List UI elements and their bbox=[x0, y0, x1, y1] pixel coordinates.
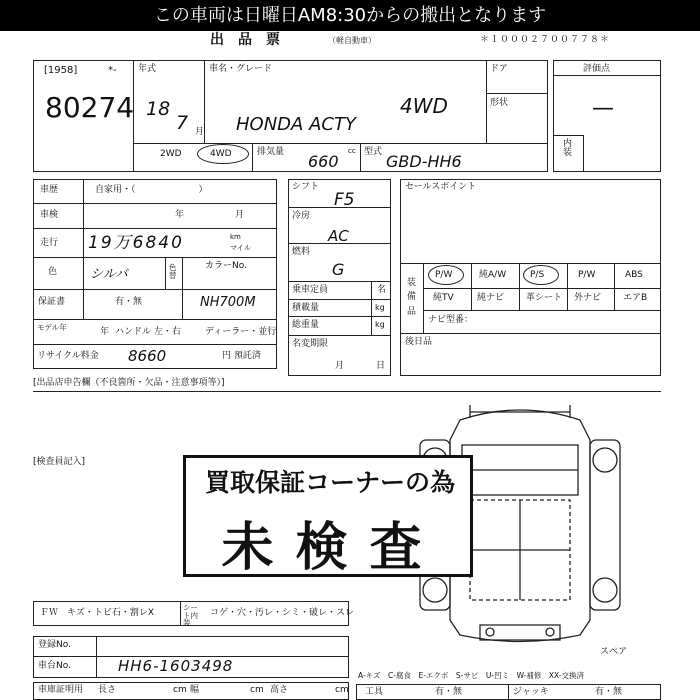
equip-pw-circle bbox=[428, 265, 464, 285]
chassis-value: HH6-1603498 bbox=[118, 657, 234, 675]
aircon-label: 冷房 bbox=[292, 211, 311, 221]
door-label: ドア bbox=[490, 64, 508, 74]
color-code-label: カラーNo. bbox=[205, 261, 247, 271]
sales-point-label: セールスポイント bbox=[405, 182, 477, 192]
barcode-serial: ＊１０００２７００７７８＊ bbox=[480, 35, 611, 45]
displacement-unit: cc bbox=[348, 147, 356, 155]
lot-mark: *- bbox=[108, 65, 117, 76]
fuel-value: G bbox=[332, 260, 345, 279]
tools-options: 有・無 bbox=[435, 687, 463, 697]
fuel-label: 燃料 bbox=[292, 247, 311, 257]
lot-bracket: [1958] bbox=[44, 65, 78, 76]
model-value: GBD-HH6 bbox=[386, 152, 462, 171]
seat-legend-value: コゲ・穴・汚レ・シミ・破レ・スレ bbox=[210, 608, 355, 618]
displacement-label: 排気量 bbox=[257, 147, 285, 157]
cert-cm2: cm bbox=[250, 685, 264, 695]
recycle-unit: 円 預託済 bbox=[222, 351, 261, 361]
after-items-label: 後日品 bbox=[405, 337, 433, 347]
equip-ext-navi: 外ナビ bbox=[574, 293, 602, 303]
warranty-options: 有・無 bbox=[115, 297, 143, 307]
spare-label: スペア bbox=[600, 647, 628, 657]
spec-table-left bbox=[33, 179, 277, 369]
shift-value: F5 bbox=[334, 190, 355, 210]
navi-model-label: ナビ型番： bbox=[428, 315, 474, 325]
color-label: 色 bbox=[48, 267, 58, 277]
load-label: 積載量 bbox=[292, 303, 320, 313]
form-title-sub: （軽自動車） bbox=[328, 36, 376, 45]
history-label: 車歴 bbox=[40, 185, 59, 195]
damage-codes: A-キズ C-腐食 E-エクボ S-サビ U-凹ミ W-補修 XX-交換済 bbox=[358, 671, 584, 680]
stamp-line2: 未検査 bbox=[221, 518, 444, 578]
warranty-label: 保証書 bbox=[38, 297, 66, 307]
mileage-label: 走行 bbox=[40, 238, 59, 248]
drive-2wd: 2WD bbox=[160, 149, 182, 159]
drive-4wd: 4WD bbox=[210, 149, 232, 159]
name-change-month-unit: 月 bbox=[335, 361, 345, 371]
chassis-label: 車台No. bbox=[38, 661, 71, 671]
month-unit: 月 bbox=[195, 127, 205, 137]
cert-cm3: cm bbox=[335, 685, 349, 695]
recycle-label: リサイクル料金 bbox=[37, 351, 99, 361]
equipment-label: 装備品 bbox=[407, 278, 417, 317]
equip-navi: 純ナビ bbox=[477, 293, 505, 303]
equip-ps-circle bbox=[523, 265, 559, 285]
car-name-value: HONDA ACTY bbox=[236, 114, 356, 135]
handle-options: ハンドル 左・右 bbox=[115, 327, 181, 337]
shaken-label: 車検 bbox=[40, 210, 59, 220]
year-value: 18 bbox=[146, 98, 171, 120]
form-title: 出 品 票 bbox=[210, 32, 280, 48]
cert-width: 幅 bbox=[190, 685, 200, 695]
aircon-value: AC bbox=[328, 227, 349, 245]
model-label: 型式 bbox=[364, 147, 383, 157]
seller-notes-label: [出品店申告欄（不良箇所・欠品・注意事項等）] bbox=[33, 378, 225, 388]
jack-options: 有・無 bbox=[595, 687, 623, 697]
equip-pw2: P/W bbox=[578, 270, 596, 280]
color-code-value: NH700M bbox=[200, 295, 256, 310]
mileage-value: 19万6840 bbox=[88, 233, 184, 253]
riders-label: 乗車定員 bbox=[292, 285, 329, 295]
model-year-label: モデル年 bbox=[37, 323, 67, 332]
tools-label: 工具 bbox=[365, 687, 384, 697]
riders-unit: 名 bbox=[377, 285, 387, 295]
model-year-unit: 年 bbox=[100, 327, 110, 337]
color-value: シルバ bbox=[90, 267, 128, 282]
load-unit: kg bbox=[375, 303, 385, 312]
cert-cm1: cm bbox=[173, 685, 187, 695]
interior-label: 内装 bbox=[563, 139, 573, 158]
certificate-label: 車庫証明用 bbox=[38, 685, 84, 695]
name-grade-label: 車名・グレード bbox=[209, 64, 273, 74]
fw-legend: ＦＷ キズ・トビ石・割レX bbox=[40, 608, 154, 618]
rating-value: — bbox=[592, 96, 614, 121]
rating-label: 評価点 bbox=[583, 64, 611, 74]
equip-ps: P/S bbox=[530, 270, 545, 280]
grade-value: 4WD bbox=[400, 94, 448, 118]
weight-label: 総重量 bbox=[292, 320, 320, 330]
cert-height: 高さ bbox=[270, 685, 289, 695]
dealer-options: ディーラー・並行 bbox=[205, 327, 277, 337]
shaken-month-unit: 月 bbox=[235, 210, 245, 220]
seat-legend-label: シート内装 bbox=[183, 603, 198, 627]
recycle-value: 8660 bbox=[128, 347, 167, 365]
inspector-label: [検査員記入] bbox=[33, 457, 86, 467]
weight-unit: kg bbox=[375, 320, 385, 329]
name-change-day-unit: 日 bbox=[376, 361, 386, 371]
history-value: 自家用・（ ） bbox=[95, 185, 208, 195]
notice-banner: この車両は日曜日AM8:30からの搬出となります bbox=[0, 0, 700, 31]
lot-number: 80274 bbox=[45, 91, 135, 124]
equip-leather: 革シート bbox=[526, 293, 563, 303]
equip-pw: P/W bbox=[435, 270, 453, 280]
shape-label: 形状 bbox=[490, 98, 509, 108]
cert-length: 長さ bbox=[98, 685, 117, 695]
name-change-label: 名変期限 bbox=[292, 339, 329, 349]
stamp-line1: 買取保証コーナーの為 bbox=[204, 468, 455, 497]
equip-airbag: エアB bbox=[623, 293, 648, 303]
shift-label: シフト bbox=[292, 182, 320, 192]
year-label: 年式 bbox=[138, 64, 157, 74]
displacement-value: 660 bbox=[308, 152, 339, 171]
equip-abs: ABS bbox=[625, 270, 643, 280]
shaken-year-unit: 年 bbox=[175, 210, 185, 220]
mileage-unit-mile: マイル bbox=[230, 244, 251, 252]
month-value: 7 bbox=[176, 112, 189, 134]
registration-label: 登録No. bbox=[38, 640, 71, 650]
equip-tv: 純TV bbox=[433, 293, 454, 303]
mileage-unit-km: km bbox=[230, 233, 241, 241]
jack-label: ジャッキ bbox=[513, 687, 549, 697]
color-change-label: 色替 bbox=[169, 263, 177, 280]
equip-alloy: 純A/W bbox=[479, 270, 507, 280]
